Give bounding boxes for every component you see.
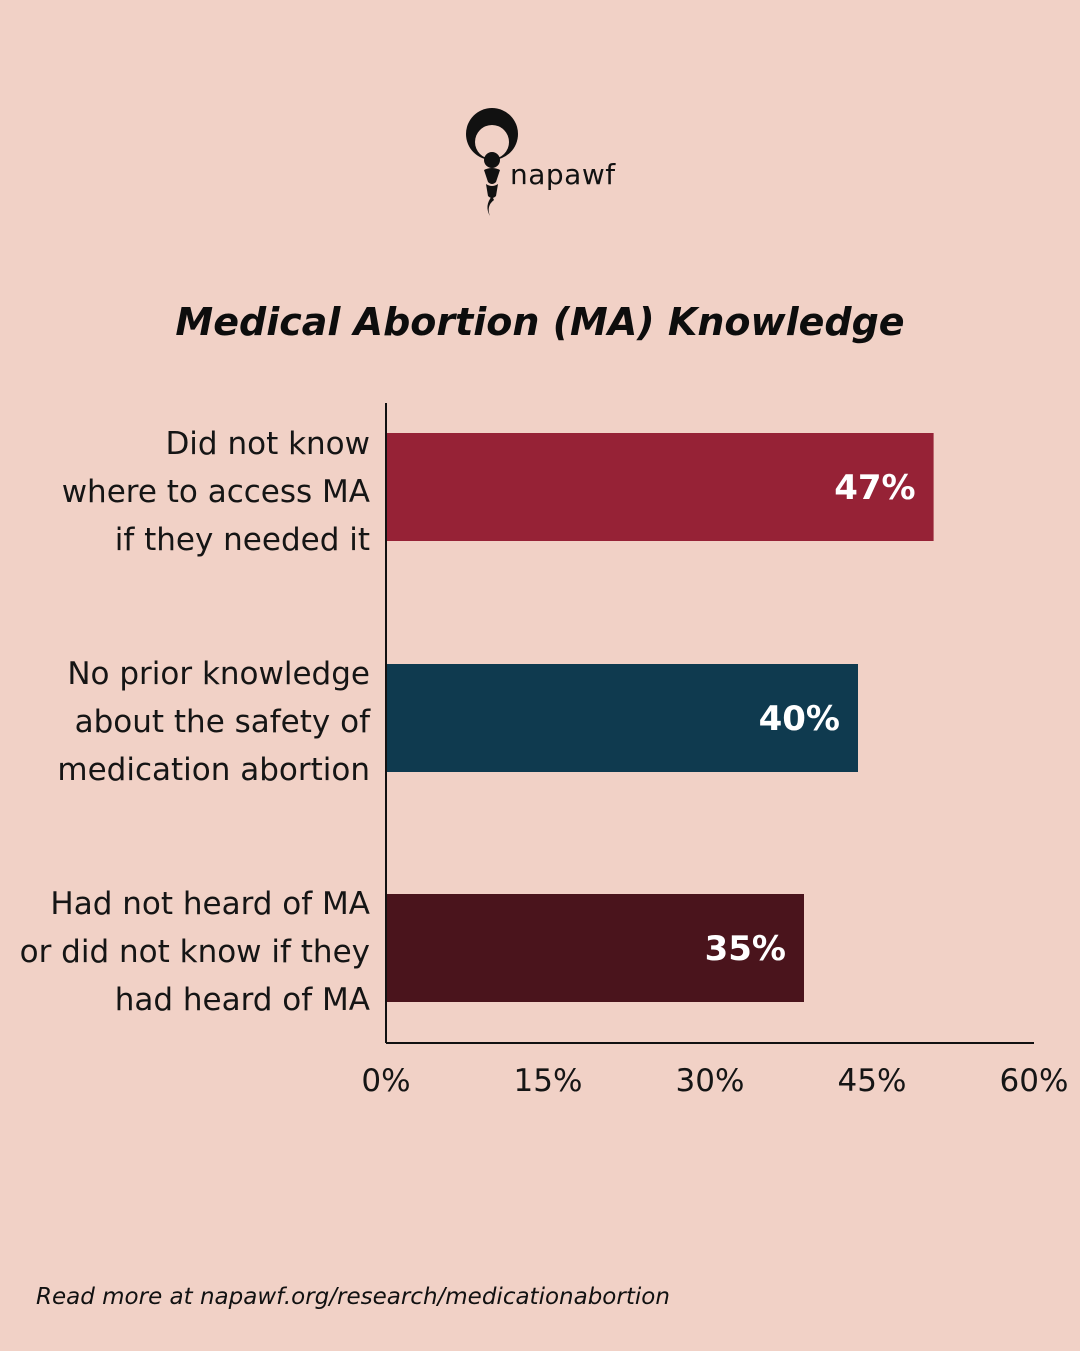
data-label-2: 35% (704, 929, 786, 969)
category-label-2: Had not heard of MA or did not know if they had heard of MA (19, 886, 370, 1018)
x-tick-label-2: 30% (675, 1063, 745, 1099)
x-tick-label-3: 45% (837, 1063, 907, 1099)
category-label-0: Did not know where to access MA if they needed it (61, 426, 370, 558)
footer-link-text: Read more at napawf.org/research/medicationabortion (36, 1284, 670, 1310)
data-label-0: 47% (834, 468, 916, 508)
logo-text: napawf (510, 158, 616, 191)
data-label-1: 40% (758, 699, 840, 739)
x-tick-label-1: 15% (513, 1063, 583, 1099)
chart-title: Medical Abortion (MA) Knowledge (175, 300, 905, 344)
x-tick-label-0: 0% (361, 1063, 411, 1099)
x-tick-label-4: 60% (999, 1063, 1069, 1099)
category-label-1: No prior knowledge about the safety of medication abortion (57, 656, 370, 788)
